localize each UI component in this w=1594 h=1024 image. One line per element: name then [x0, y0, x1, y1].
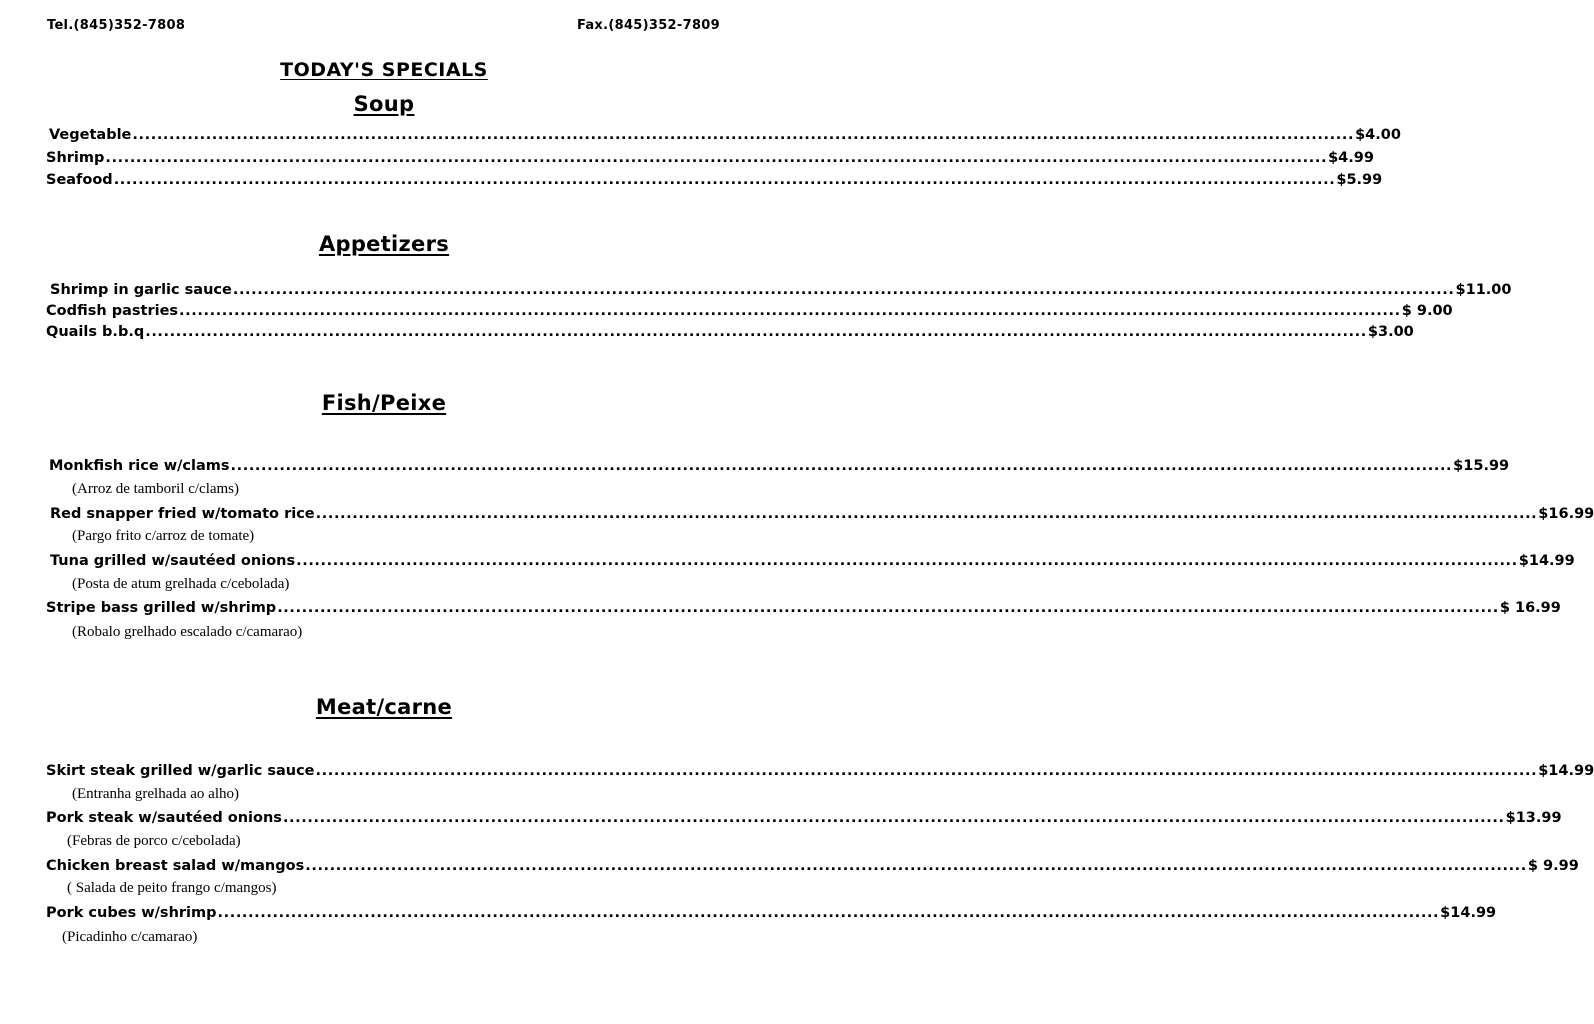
item-price: $4.99 — [1328, 150, 1374, 166]
item-translation: (Entranha grelhada ao alho) — [72, 786, 239, 802]
item-price: $15.99 — [1453, 458, 1510, 474]
dot-leader: ........................................................................................................................................................................................................ — [277, 600, 1499, 616]
item-name: Pork steak w/sautéed onions — [46, 810, 282, 826]
menu-item — [49, 457, 1510, 475]
section-title-soup: Soup — [353, 92, 415, 116]
menu-item — [50, 505, 1594, 523]
item-name: Chicken breast salad w/mangos — [46, 858, 305, 874]
item-name: Stripe bass grilled w/shrimp — [46, 600, 277, 616]
menu-item — [46, 857, 1579, 875]
section-title-appetizers: Appetizers — [318, 232, 450, 256]
menu-item — [46, 302, 1453, 320]
item-name: Vegetable — [49, 127, 132, 143]
dot-leader: ........................................................................................................................................................................................................ — [145, 324, 1367, 340]
item-translation: (Febras de porco c/cebolada) — [67, 833, 241, 849]
menu-item — [50, 281, 1512, 299]
menu-item — [50, 552, 1575, 570]
item-translation: (Pargo frito c/arroz de tomate) — [72, 528, 255, 544]
item-price: $ 9.00 — [1401, 303, 1453, 319]
dot-leader: ........................................................................................................................................................................................................ — [230, 458, 1453, 474]
item-name: Seafood — [46, 172, 113, 188]
menu-item — [46, 762, 1594, 780]
item-translation: ( Salada de peito frango c/mangos) — [67, 880, 277, 896]
menu-item — [46, 171, 1383, 189]
section-title-fish: Fish/Peixe — [321, 391, 447, 415]
item-price: $14.99 — [1518, 553, 1575, 569]
item-price: $13.99 — [1505, 810, 1562, 826]
dot-leader: ........................................................................................................................................................................................................ — [282, 810, 1505, 826]
menu-item — [46, 149, 1374, 167]
item-name: Pork cubes w/shrimp — [46, 905, 217, 921]
item-name: Skirt steak grilled w/garlic sauce — [46, 763, 315, 779]
item-price: $3.00 — [1367, 324, 1414, 340]
item-name: Tuna grilled w/sautéed onions — [50, 553, 296, 569]
telephone-number: Tel.(845)352-7808 — [47, 18, 186, 33]
menu-item — [46, 599, 1561, 617]
menu-item — [46, 323, 1414, 341]
dot-leader: ........................................................................................................................................................................................................ — [105, 150, 1328, 166]
dot-leader: ........................................................................................................................................................................................................ — [315, 506, 1538, 522]
dot-leader: ........................................................................................................................................................................................................ — [179, 303, 1401, 319]
section-title-meat: Meat/carne — [315, 695, 453, 719]
item-name: Quails b.b.q — [46, 324, 145, 340]
item-translation: (Robalo grelhado escalado c/camarao) — [72, 624, 303, 640]
fax-number: Fax.(845)352-7809 — [576, 18, 720, 33]
item-translation: (Picadinho c/camarao) — [62, 929, 198, 945]
item-price: $ 16.99 — [1499, 600, 1561, 616]
dot-leader: ........................................................................................................................................................................................................ — [217, 905, 1440, 921]
dot-leader: ........................................................................................................................................................................................................ — [113, 172, 1336, 188]
item-translation: (Arroz de tamboril c/clams) — [72, 481, 240, 497]
item-name: Codfish pastries — [46, 303, 179, 319]
item-price: $14.99 — [1440, 905, 1497, 921]
item-price: $14.99 — [1538, 763, 1594, 779]
menu-item — [46, 904, 1497, 922]
item-name: Shrimp — [46, 150, 105, 166]
menu-item — [46, 809, 1562, 827]
item-price: $16.99 — [1538, 506, 1594, 522]
page-title: TODAY'S SPECIALS — [280, 59, 488, 81]
item-price: $4.00 — [1355, 127, 1401, 143]
item-price: $11.00 — [1455, 282, 1512, 298]
item-price: $5.99 — [1336, 172, 1383, 188]
item-name: Red snapper fried w/tomato rice — [50, 506, 315, 522]
item-name: Monkfish rice w/clams — [49, 458, 230, 474]
menu-item — [49, 126, 1401, 144]
dot-leader: ........................................................................................................................................................................................................ — [232, 282, 1455, 298]
item-price: $ 9.99 — [1527, 858, 1579, 874]
dot-leader: ........................................................................................................................................................................................................ — [315, 763, 1538, 779]
dot-leader: ........................................................................................................................................................................................................ — [296, 553, 1518, 569]
dot-leader: ........................................................................................................................................................................................................ — [305, 858, 1527, 874]
item-name: Shrimp in garlic sauce — [50, 282, 232, 298]
item-translation: (Posta de atum grelhada c/cebolada) — [72, 576, 290, 592]
dot-leader: ........................................................................................................................................................................................................ — [132, 127, 1355, 143]
